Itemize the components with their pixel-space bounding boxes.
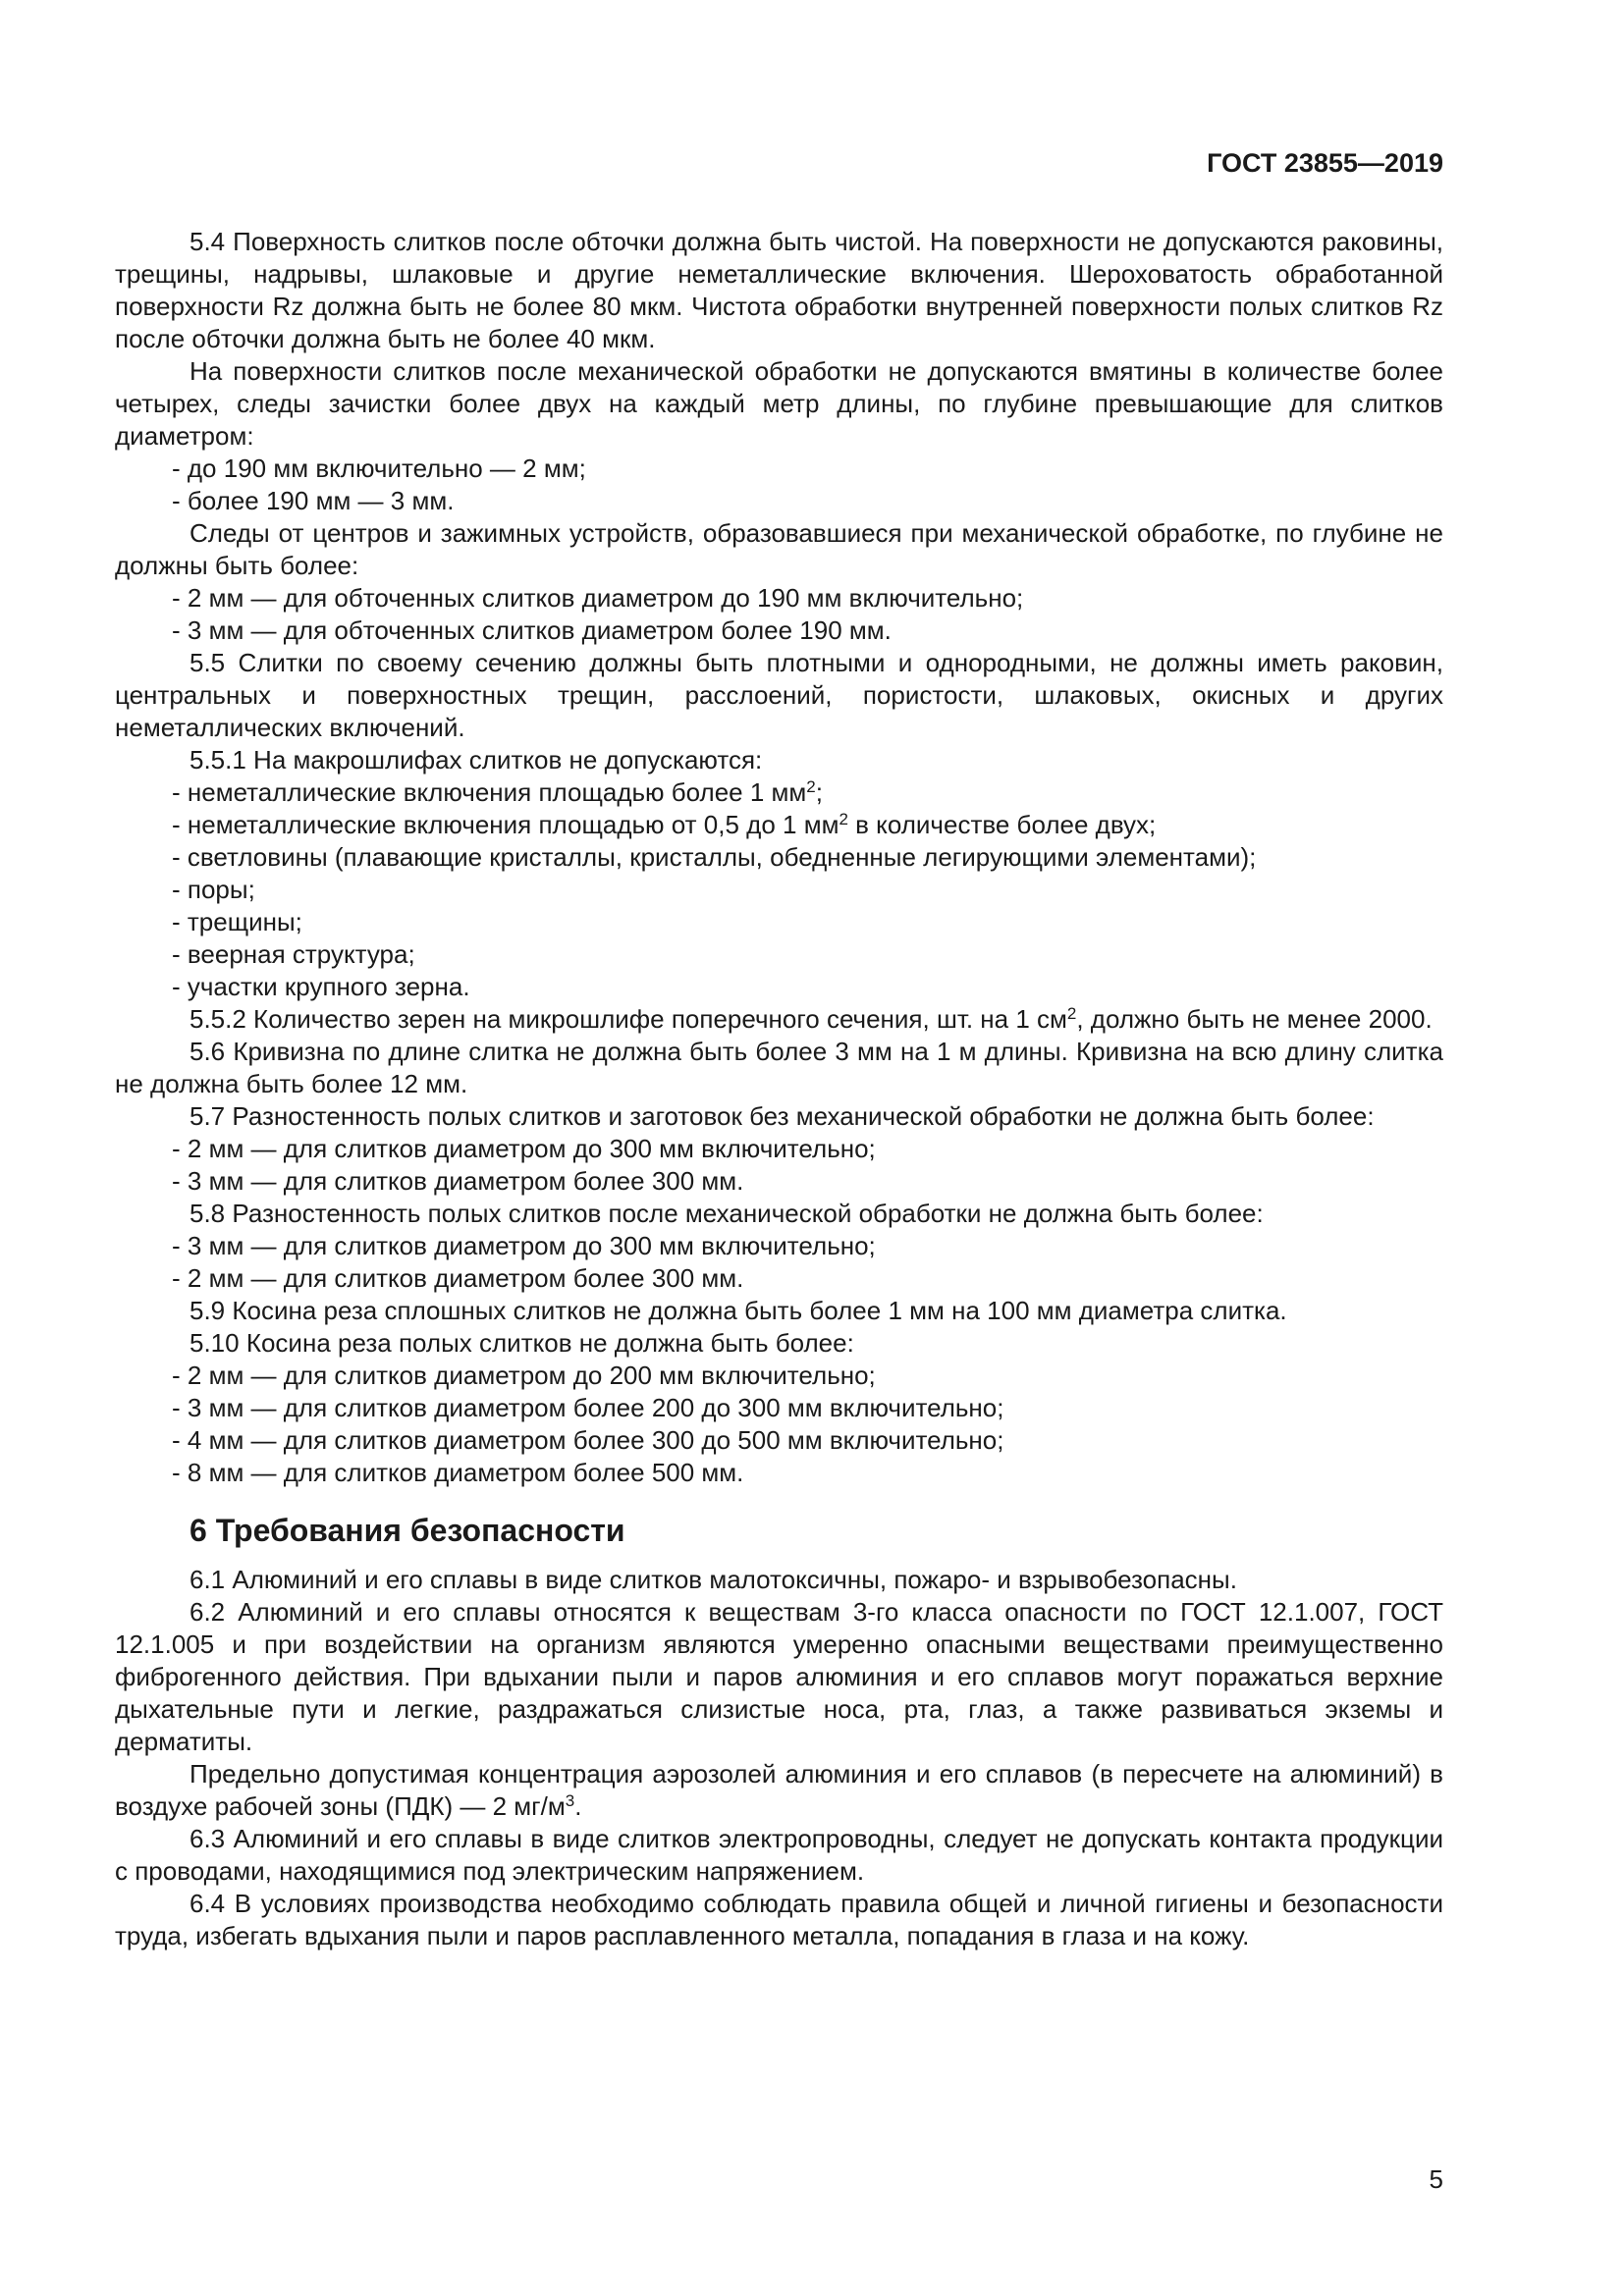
paragraph-text: - поры; bbox=[172, 875, 255, 904]
paragraph bbox=[115, 1888, 1443, 1952]
paragraph-text: - 3 мм — для обточенных слитков диаметром более 190 мм. bbox=[172, 615, 892, 645]
paragraph-text-tail: . bbox=[574, 1791, 582, 1821]
paragraph-text: 5.10 Косина реза полых слитков не должна быть более: bbox=[189, 1328, 854, 1358]
paragraph bbox=[115, 1758, 1443, 1823]
paragraph-text: - неметаллические включения площадью от 0,5 до 1 мм bbox=[172, 810, 839, 839]
paragraph bbox=[115, 1823, 1443, 1888]
paragraph-text: 5.7 Разностенность полых слитков и заготовок без механической обработки не должна быть более: bbox=[189, 1101, 1375, 1131]
page-number: 5 bbox=[1429, 2164, 1443, 2194]
list-item bbox=[115, 453, 1443, 485]
paragraph-text: - 4 мм — для слитков диаметром более 300 до 500 мм включительно; bbox=[172, 1425, 1004, 1455]
paragraph-text: - 2 мм — для слитков диаметром более 300 мм. bbox=[172, 1263, 744, 1293]
paragraph bbox=[115, 1036, 1443, 1100]
paragraph-text: 5.8 Разностенность полых слитков после механической обработки не должна быть более: bbox=[189, 1199, 1264, 1228]
list-item bbox=[115, 938, 1443, 971]
list-item bbox=[115, 776, 1443, 809]
superscript: 2 bbox=[1066, 1004, 1077, 1023]
paragraph bbox=[115, 1295, 1443, 1327]
paragraph-text: На поверхности слитков после механической обработки не допускаются вмятины в количестве более четырех, следы зачистки более двух на каждый метр длины, по глубине превышающие для слитков диаметром: bbox=[115, 356, 1443, 451]
paragraph-text: - 3 мм — для слитков диаметром до 300 мм включительно; bbox=[172, 1231, 876, 1260]
paragraph-text: 6.4 В условиях производства необходимо соблюдать правила общей и личной гигиены и безопасности труда, избегать вдыхания пыли и паров расплавленного металла, попадания в глаза и на кожу. bbox=[115, 1889, 1443, 1950]
paragraph bbox=[115, 517, 1443, 582]
list-item bbox=[115, 874, 1443, 906]
paragraph-text-tail: в количестве более двух; bbox=[847, 810, 1157, 839]
paragraph-text: - 2 мм — для слитков диаметром до 300 мм включительно; bbox=[172, 1134, 876, 1163]
paragraph-text-tail: ; bbox=[815, 777, 823, 807]
superscript: 3 bbox=[565, 1791, 575, 1810]
paragraph-text: 6.3 Алюминий и его сплавы в виде слитков электропроводны, следует не допускать контакта продукции с проводами, находящимися под электрическим напряжением. bbox=[115, 1824, 1443, 1886]
list-item bbox=[115, 1165, 1443, 1198]
paragraph bbox=[115, 744, 1443, 776]
paragraph-text: - трещины; bbox=[172, 907, 302, 936]
paragraph-text: 5.4 Поверхность слитков после обточки должна быть чистой. На поверхности не допускаются раковины, трещины, надрывы, шлаковые и другие неметаллические включения. Шероховатость обработанной поверхности Rz должна быть не более 80 мкм. Чистота обработки внутренней поверхности полых слитков Rz после обточки должна быть не более 40 мкм. bbox=[115, 227, 1443, 353]
paragraph-text: Следы от центров и зажимных устройств, образовавшиеся при механической обработке, по глубине не должны быть более: bbox=[115, 518, 1443, 580]
list-item bbox=[115, 1262, 1443, 1295]
section-heading bbox=[115, 1511, 1443, 1550]
paragraph-text: 5.5 Слитки по своему сечению должны быть плотными и однородными, не должны иметь раковин, центральных и поверхностных трещин, расслоений, пористости, шлаковых, окисных и других неметаллических включений. bbox=[115, 648, 1443, 742]
paragraph-text: - 8 мм — для слитков диаметром более 500 мм. bbox=[172, 1458, 744, 1487]
paragraph-text: - 2 мм — для обточенных слитков диаметром до 190 мм включительно; bbox=[172, 583, 1024, 613]
superscript: 2 bbox=[839, 810, 848, 828]
paragraph-text: - до 190 мм включительно — 2 мм; bbox=[172, 454, 586, 483]
paragraph-text: - светловины (плавающие кристаллы, кристаллы, обедненные легирующими элементами); bbox=[172, 842, 1257, 872]
paragraph-text: - неметаллические включения площадью более 1 мм bbox=[172, 777, 807, 807]
list-item bbox=[115, 485, 1443, 517]
page-header-standard: ГОСТ 23855—2019 bbox=[1207, 148, 1443, 178]
paragraph bbox=[115, 1003, 1443, 1036]
list-item bbox=[115, 1360, 1443, 1392]
list-item bbox=[115, 971, 1443, 1003]
list-item bbox=[115, 614, 1443, 647]
paragraph-text-tail: , должно быть не менее 2000. bbox=[1076, 1004, 1433, 1034]
paragraph-text: 6.2 Алюминий и его сплавы относятся к веществам 3-го класса опасности по ГОСТ 12.1.007, ГОСТ 12.1.005 и при воздействии на организм являются умеренно опасными веществами преимущественно фиброгенного действия. При вдыхании пыли и паров алюминия и его сплавов могут поражаться верхние дыхательные пути и легкие, раздражаться слизистые носа, рта, глаз, а также развиваться экземы и дерматиты. bbox=[115, 1597, 1443, 1756]
paragraph bbox=[115, 1327, 1443, 1360]
paragraph bbox=[115, 1100, 1443, 1133]
list-item bbox=[115, 1133, 1443, 1165]
paragraph-text: 5.5.1 На макрошлифах слитков не допускаются: bbox=[189, 745, 763, 774]
paragraph bbox=[115, 1198, 1443, 1230]
superscript: 2 bbox=[806, 777, 816, 796]
list-item bbox=[115, 841, 1443, 874]
paragraph-text: - 3 мм — для слитков диаметром более 200 до 300 мм включительно; bbox=[172, 1393, 1004, 1422]
paragraph-text: 6.1 Алюминий и его сплавы в виде слитков малотоксичны, пожаро- и взрывобезопасны. bbox=[189, 1565, 1237, 1594]
paragraph-text: 5.9 Косина реза сплошных слитков не должна быть более 1 мм на 100 мм диаметра слитка. bbox=[189, 1296, 1287, 1325]
paragraph-text: Предельно допустимая концентрация аэрозолей алюминия и его сплавов (в пересчете на алюминий) в воздухе рабочей зоны (ПДК) — 2 мг/м bbox=[115, 1759, 1443, 1821]
paragraph bbox=[115, 1596, 1443, 1758]
document-body bbox=[115, 226, 1443, 1952]
paragraph bbox=[115, 226, 1443, 355]
list-item bbox=[115, 1392, 1443, 1424]
paragraph-text: - веерная структура; bbox=[172, 939, 415, 969]
list-item bbox=[115, 809, 1443, 841]
paragraph bbox=[115, 1564, 1443, 1596]
paragraph-text: - более 190 мм — 3 мм. bbox=[172, 486, 455, 515]
paragraph bbox=[115, 355, 1443, 453]
list-item bbox=[115, 1424, 1443, 1457]
paragraph bbox=[115, 647, 1443, 744]
list-item bbox=[115, 582, 1443, 614]
list-item bbox=[115, 906, 1443, 938]
list-item bbox=[115, 1457, 1443, 1489]
paragraph-text: 6 Требования безопасности bbox=[189, 1513, 625, 1548]
paragraph-text: - 2 мм — для слитков диаметром до 200 мм включительно; bbox=[172, 1361, 876, 1390]
paragraph-text: 5.6 Кривизна по длине слитка не должна быть более 3 мм на 1 м длины. Кривизна на всю длину слитка не должна быть более 12 мм. bbox=[115, 1037, 1443, 1098]
list-item bbox=[115, 1230, 1443, 1262]
paragraph-text: - участки крупного зерна. bbox=[172, 972, 470, 1001]
paragraph-text: - 3 мм — для слитков диаметром более 300 мм. bbox=[172, 1166, 744, 1196]
paragraph-text: 5.5.2 Количество зерен на микрошлифе поперечного сечения, шт. на 1 см bbox=[189, 1004, 1067, 1034]
